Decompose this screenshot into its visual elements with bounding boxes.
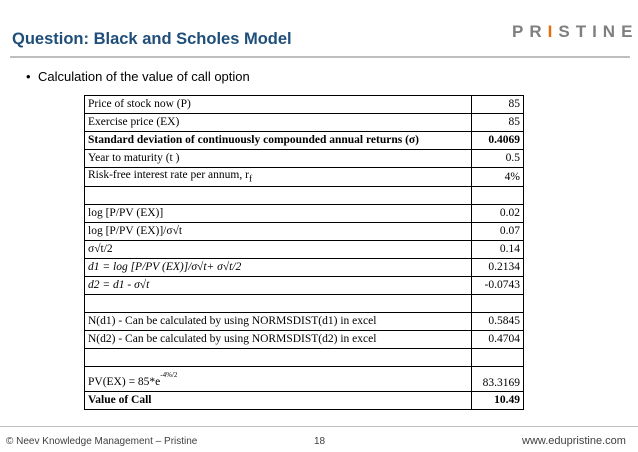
slide-title: Question: Black and Scholes Model bbox=[12, 30, 292, 48]
row-label: PV(EX) = 85*e bbox=[88, 376, 161, 389]
table-row bbox=[85, 114, 524, 132]
footer-copyright: © Neev Knowledge Management – Pristine bbox=[6, 436, 198, 447]
blank-cell bbox=[85, 295, 472, 313]
pristine-logo bbox=[512, 22, 638, 42]
row-label-cell bbox=[85, 168, 472, 187]
row-value: 0.5845 bbox=[472, 313, 524, 331]
table-row bbox=[85, 367, 524, 392]
row-label: Price of stock now (P) bbox=[85, 96, 472, 114]
row-label: Exercise price (EX) bbox=[85, 114, 472, 132]
row-value: 0.4069 bbox=[472, 132, 524, 150]
row-value: 0.14 bbox=[472, 241, 524, 259]
row-value: -0.0743 bbox=[472, 277, 524, 295]
footer-website: www.edupristine.com bbox=[522, 435, 626, 447]
table-row bbox=[85, 150, 524, 168]
row-value: 0.2134 bbox=[472, 259, 524, 277]
blank-cell bbox=[85, 349, 472, 367]
table-row bbox=[85, 205, 524, 223]
table-row bbox=[85, 241, 524, 259]
bullet-point bbox=[26, 69, 250, 84]
header-divider bbox=[10, 56, 630, 58]
row-value: 83.3169 bbox=[472, 367, 524, 392]
row-value: 0.5 bbox=[472, 150, 524, 168]
row-label-cell bbox=[85, 367, 472, 392]
table-row bbox=[85, 392, 524, 410]
row-label: log [P/PV (EX)]/σ√t bbox=[85, 223, 472, 241]
row-value: 0.4704 bbox=[472, 331, 524, 349]
logo-text-part: STINE bbox=[558, 22, 638, 41]
table-row bbox=[85, 277, 524, 295]
row-label-subscript: f bbox=[248, 173, 253, 185]
row-label: d2 = d1 - σ√t bbox=[85, 277, 472, 295]
table-row bbox=[85, 259, 524, 277]
table-row bbox=[85, 96, 524, 114]
page-number: 18 bbox=[314, 436, 326, 447]
bullet-icon: • bbox=[26, 69, 31, 84]
blank-cell bbox=[472, 187, 524, 205]
row-label: Risk-free interest rate per annum, r bbox=[88, 169, 249, 181]
row-value: 10.49 bbox=[472, 392, 524, 410]
row-label-superscript: -4%/2 bbox=[160, 371, 178, 380]
row-label: log [P/PV (EX)] bbox=[85, 205, 472, 223]
table-row bbox=[85, 313, 524, 331]
row-label: Value of Call bbox=[85, 392, 472, 410]
logo-accent-letter: I bbox=[547, 22, 559, 41]
row-value: 0.02 bbox=[472, 205, 524, 223]
calculation-table bbox=[84, 95, 524, 410]
table-row-blank bbox=[85, 187, 524, 205]
table-row bbox=[85, 223, 524, 241]
table-row bbox=[85, 331, 524, 349]
row-value: 85 bbox=[472, 114, 524, 132]
blank-cell bbox=[85, 187, 472, 205]
row-label: N(d1) - Can be calculated by using NORMSDIST(d1) in excel bbox=[85, 313, 472, 331]
row-label: N(d2) - Can be calculated by using NORMSDIST(d2) in excel bbox=[85, 331, 472, 349]
table-row bbox=[85, 132, 524, 150]
row-value: 4% bbox=[472, 168, 524, 187]
row-value: 0.07 bbox=[472, 223, 524, 241]
blank-cell bbox=[472, 349, 524, 367]
table-row-blank bbox=[85, 349, 524, 367]
logo-text-part: PR bbox=[512, 22, 548, 41]
table-row-blank bbox=[85, 295, 524, 313]
row-label: d1 = log [P/PV (EX)]/σ√t+ σ√t/2 bbox=[85, 259, 472, 277]
row-value: 85 bbox=[472, 96, 524, 114]
row-label: Standard deviation of continuously compounded annual returns (σ) bbox=[85, 132, 472, 150]
blank-cell bbox=[472, 295, 524, 313]
footer-divider bbox=[0, 426, 638, 427]
row-label: Year to maturity (t ) bbox=[85, 150, 472, 168]
table-row bbox=[85, 168, 524, 187]
bullet-text: Calculation of the value of call option bbox=[38, 69, 250, 84]
row-label: σ√t/2 bbox=[85, 241, 472, 259]
